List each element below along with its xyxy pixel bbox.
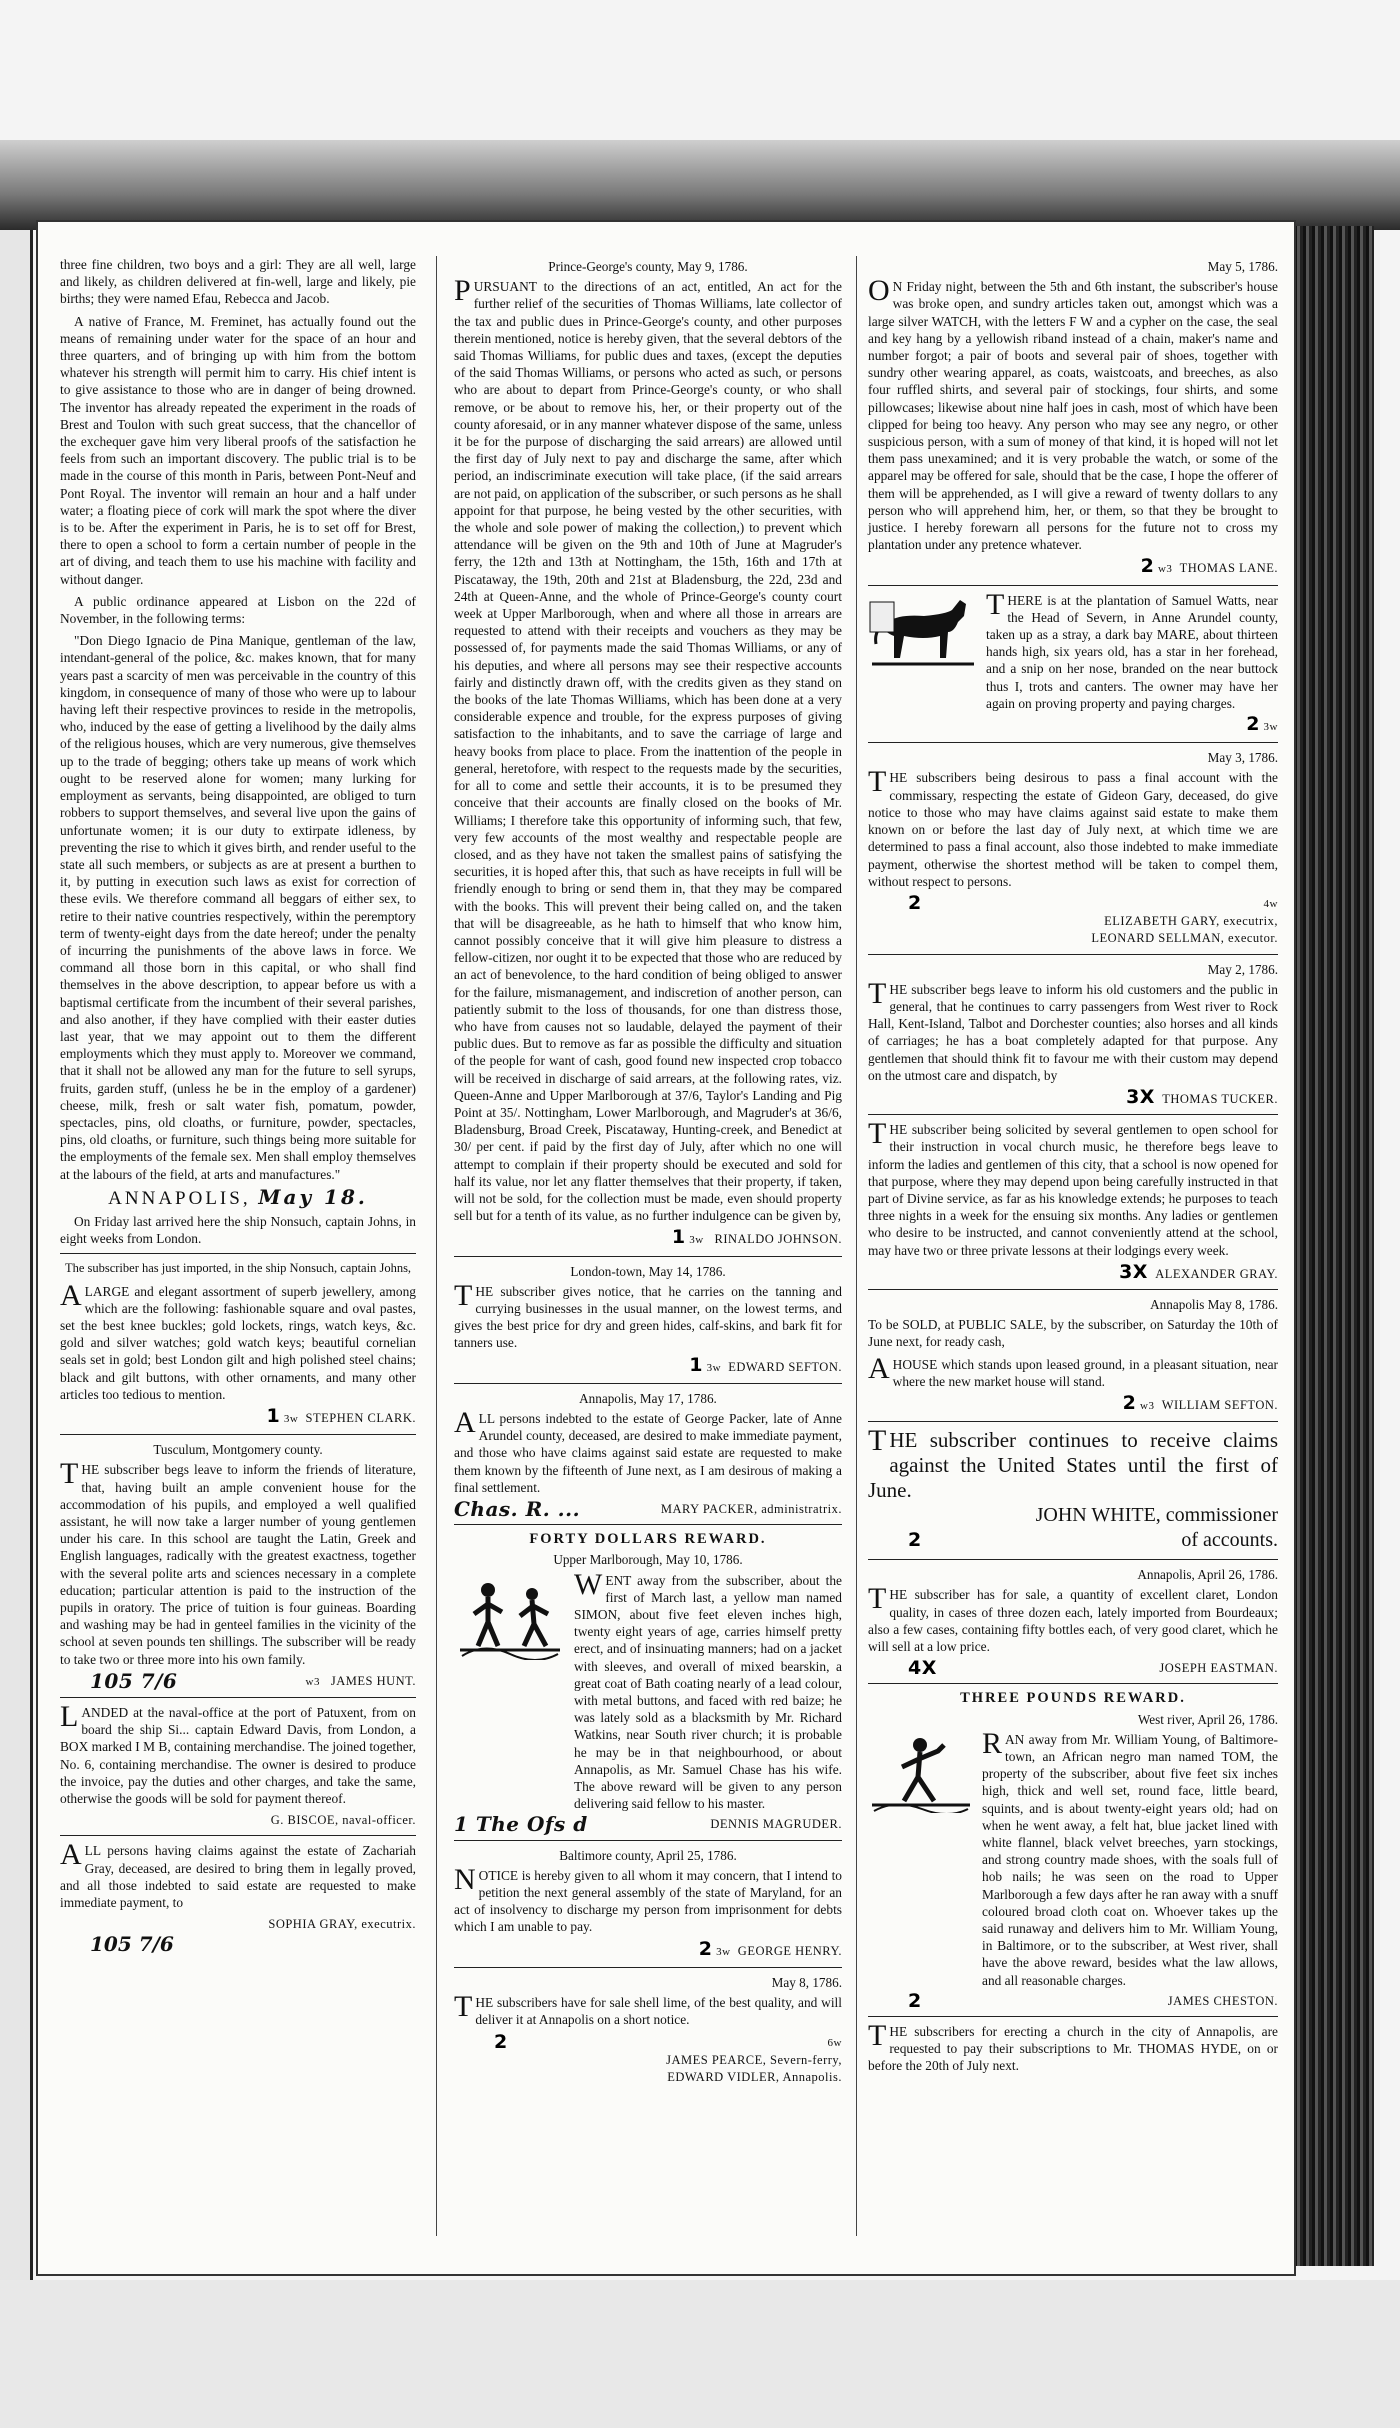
divider: [454, 1524, 842, 1525]
advert-text: THE subscribers being desirous to pass a final account with the commissary, respecting the estate of Gideon Gary, deceased, do give notice to those who may have claims against said estate to make them known on or before the last day of July next, at which time we are determined to pass a final account, also those indebted to make immediate payment, otherwise the shortest method will be taken to compel them, without respect to persons.: [868, 765, 1278, 889]
newspaper-page: [38, 222, 1294, 2274]
divider: [60, 1253, 416, 1254]
advert-lead: To be SOLD, at PUBLIC SALE, by the subscriber, on Saturday the 10th of June next, for ready cash,: [868, 1317, 1278, 1350]
dateline: Prince-George's county, May 9, 1786.: [548, 259, 748, 274]
divider: [868, 742, 1278, 743]
advert-text: THERE is at the plantation of Samuel Watts, near the Head of Severn, in Anne Arundel county, taken up as a stray, a dark bay MARE, about thirteen hands high, six years old, has a star in her forehead, and a snip on her nose, branded on the near buttock thus I, trots and canters. The owner may have her again on proving property and paying charges.: [986, 587, 1278, 711]
column-rule: [856, 256, 857, 2236]
advert-text: THE subscribers have for sale shell lime, of the best quality, and will deliver it at Annapolis on a short notice.: [454, 1990, 842, 2028]
column-rule: [436, 256, 437, 2236]
divider: [868, 1683, 1278, 1684]
divider: [454, 1383, 842, 1384]
advert-text: THE subscriber has for sale, a quantity of excellent claret, London quality, in cases of three dozen each, lately imported from Bourdeaux; also a few cases, containing fifty bottles each, of very good claret, which he will sell at a low price.: [868, 1582, 1278, 1654]
dateline: Annapolis, April 26, 1786.: [1137, 1567, 1278, 1583]
article-text: A native of France, M. Freminet, has actually found out the means of remaining under water for the space of an hour and three quarters, and of bringing up with him from the bottom whatever his strength will permit him to carry. His chief intent is to give assistance to those who are in danger of being drowned. The inventor has already repeated the experiment in the roads of Brest and Toulon with such great success, that the chancellor of the exchequer gave him very liberal proofs of the satisfaction he feels from such an important discovery. The public trial is to be made in the course of this month in Paris, between Pont-Neuf and Pont Royal. The inventor will remain an hour and a half under water; a floating piece of cork will mark the spot where the diver is to be. After the experiment in Paris, he is to set off for Brest, there to open a school to form a certain number of people in the art of diving, and teach them to use his machine with facility and without danger.: [60, 313, 416, 587]
advert-signature: 1 The Ofs d DENNIS MAGRUDER.: [454, 1812, 842, 1837]
advert-signature: 4X JOSEPH EASTMAN.: [908, 1657, 1278, 1680]
advert-signature: 1 3w EDWARD SEFTON.: [689, 1353, 842, 1376]
advert-text: ALL persons indebted to the estate of George Packer, late of Anne Arundel county, deceased, are desired to make immediate payment, and those who have claims against said estate are requested to make them known by the fifteenth of June next, as I am desirous of making a final settlement.: [454, 1406, 842, 1495]
divider: [60, 1434, 416, 1435]
divider: [454, 1256, 842, 1257]
dateline: West river, April 26, 1786.: [1137, 1711, 1278, 1727]
column-3: [868, 256, 1278, 2080]
article-text: A public ordinance appeared at Lisbon on the 22d of November, in the following terms:: [60, 593, 416, 627]
advert-signature: 1 3w RINALDO JOHNSON.: [671, 1226, 842, 1249]
advert-signature: 2 w3 WILLIAM SEFTON.: [1122, 1391, 1278, 1414]
runaway-figures-icon: [454, 1572, 566, 1660]
article-text: On Friday last arrived here the ship Nonsuch, captain Johns, in eight weeks from London.: [60, 1213, 416, 1247]
advert-text: RAN away from Mr. William Young, of Baltimore-town, an African negro man named TOM, the property of the subscriber, about five feet six inches high, thick and well set, round face, little beard, squints, and is about twenty-eight years old; had on when he went away, a felt hat, blue jacket lined with white flannel, black velvet breeches, yarn stockings, and strong country made shoes, with the soals full of hob nails; he was seen on the road to Upper Marlborough a few days after he ran away with a snuff coloured broad cloth coat on. Whoever takes up the said runaway and delivers him to Mr. William Young, in Baltimore, or to the subscriber, at West river, shall have the above reward, besides what the law allows, and all reasonable charges.: [982, 1726, 1278, 1988]
dateline: Annapolis May 8, 1786.: [1150, 1296, 1278, 1312]
advert-text: NOTICE is hereby given to all whom it may concern, that I intend to petition the next general assembly of the state of Maryland, for an act of insolvency to discharge my person from imprisonment for debts which I am unable to pay.: [454, 1862, 842, 1935]
book-spine: [1294, 226, 1374, 2266]
divider: [868, 1114, 1278, 1115]
dateline: Annapolis, May 17, 1786.: [579, 1390, 717, 1406]
annapolis-heading: ANNAPOLIS,: [108, 1187, 251, 1209]
runaway-cut: [868, 1726, 1278, 1989]
scan-bottom-margin: [0, 2280, 1400, 2428]
advert-text: THE subscriber begs leave to inform his old customers and the public in general, that he continues to carry passengers from West river to Rock Hall, Kent-Island, Talbot and Dorchester counties; also horses and all kinds of carriages; he has a boat completely adapted for that purpose. Any gentlemen that should think fit to favour me with their custom may depend on the utmost care and dispatch, by: [868, 976, 1278, 1083]
dateline: London-town, May 14, 1786.: [570, 1263, 726, 1279]
advert-signature: Chas. R. ... MARY PACKER, administratrix.: [454, 1497, 842, 1522]
advert-text: THE subscriber gives notice, that he carries on the tanning and currying businesses in the usual manner, on the lowest terms, and gives the best price for dry and green hides, calf-skins, and bark fit for tanners use.: [454, 1278, 842, 1351]
advert-text: LANDED at the naval-office at the port of Patuxent, from on board the ship Si... captain Edward Davis, from London, a BOX marked I M B, containing merchandise. The joined together, No. 6, containing merchandise. The owner is desired to produce the invoice, pay the duties and other charges, and take the same, otherwise the goods will be sold for payment thereof.: [60, 1700, 416, 1807]
advert-text: WENT away from the subscriber, about the first of March last, a yellow man named SIMON, about five feet eleven inches high, twenty eight years of age, carries himself pretty erect, and of insinuating manners; had on a jacket with sleeves, and overall of mixed bearskin, a great coat of Bath coating nearly of a lead colour, with metal buttons, and faced with red baize; he was lately sold as a blacksmith by Mr. Richard Watkins, near South river church; it is probable he may be in that neighbourhood, or about Annapolis, as Mr. Samuel Chase has his wife. The above reward will be given to any person delivering said fellow to his master.: [574, 1567, 842, 1812]
divider: [868, 954, 1278, 955]
advert-signature: 2 JAMES CHESTON.: [908, 1989, 1278, 2012]
advert-signature: 3X ALEXANDER GRAY.: [1119, 1260, 1278, 1283]
advert-text: ALL persons having claims against the estate of Zachariah Gray, deceased, are desired to bring them in legally proved, and all those indebted to said estate are requested to make immediate payment, to: [60, 1838, 416, 1911]
article-text: "Don Diego Ignacio de Pina Manique, gentleman of the law, intendant-general of the police, &c. makes known, that for many years past a scarcity of men was perceivable in the country of this kingdom, in consequence of many of those who were up to labour having left their respective provinces to reside in the metropolis, who, induced by the ease of getting a livelihood by the daily alms of the religious houses, which are very numerous, give themselves up to the trade of begging; others take up means of work which ought to be reserved alone for women; many lurking for employment as servants, being disappointed, are obliged to turn robbers to support themselves, and several live upon the gains of unfortunate women; it is our duty to extirpate idleness, by preventing the rise to which it gives birth, and render useful to the state all such members, or subjects as are at present a burthen to it, by putting in execution such laws as exist for correction of these evils. We therefore command all beggars of either sex, to retire to their native countries respectively, within the peremptory term of twenty-eight days from the date hereof; under the penalty of incurring the punishments of the above laws in force. We command all those born in this capital, or who shall find themselves in the above description, to appear before us with a baptismal certificate from the incumbent of their several parishes, and also another, if they have complied with their easter duties last year, that we may appoint out to them the different employments which they must apply to. Moreover we command, that it shall not be allowed any man for the future to sell syrups, fruits, garden stuff, (unless he be in the employ of a gardener) cheese, milk, fresh or salt water fish, pomatum, powder, spectacles, pins, old cloaths, or furniture, powder, spectacles, pins, old cloaths, or furniture, such things being more suitable for the employments of the female sex. Men shall employ themselves at the labours of the field, at arts and manufactures.": [60, 633, 416, 1182]
divider: [60, 1697, 416, 1698]
reward-heading: THREE POUNDS REWARD.: [960, 1690, 1186, 1707]
dateline: Tusculum, Montgomery county.: [153, 1442, 323, 1458]
advert-text: ON Friday night, between the 5th and 6th instant, the subscriber's house was broke open, and sundry articles taken out, amongst which was a large silver WATCH, with the letters F W and a cypher on the case, the seal and key hang by a yellowish riband instead of a chain, maker's name and number forgot; a pair of boots and several pair of shoes, together with sundry other wearing apparel, as coats, waistcoats, and breeches, as also four ruffled shirts, and several pair of stockings, four shirts, and some pillowcases; likewise about nine half joes in cash, most of which have been clipped for being too heavy. Any person who may see any negro, or other suspicious person, with a sum of money of that kind, it is hoped will not let them pass unexamined; and it is very probable the watch, or some of the apparel may be offered for sale, should that be the case, I hope the offerer of them will be apprehended, as I will give a reward of twenty dollars to any person who will apprehend him, her, or them, so that they be brought to justice. I hereby forewarn all persons for the future not to cross my plantation under any pretence whatever.: [868, 274, 1278, 553]
advert-signature: 2 of accounts.: [908, 1529, 1278, 1552]
reward-heading: FORTY DOLLARS REWARD.: [529, 1531, 767, 1548]
dateline: May 8, 1786.: [771, 1974, 842, 1990]
advert-signature: 105 7/6 w3 JAMES HUNT.: [90, 1668, 416, 1693]
advert-signature: 2 6w JAMES PEARCE, Severn-ferry, EDWARD VIDLER, Annapolis.: [494, 2030, 842, 2084]
advert-signature: 2 3w: [1246, 713, 1278, 736]
stray-mare-cut: [868, 587, 1278, 712]
advert-text: AHOUSE which stands upon leased ground, in a pleasant situation, near where the new market house will stand.: [868, 1351, 1278, 1389]
commissioner-notice: [868, 1424, 1278, 1553]
advert-text: THE subscriber being solicited by several gentlemen to open school for their instruction in vocal church music, he therefore begs leave to inform the ladies and gentlemen of this city, that a school is now opened for that purpose, where they may depend upon being carefully instructed in that part of Divine service, as far as his knowledge extends; he purposes to teach three nights in a week for the ensuing six months. Any ladies or gentlemen who desire to be instructed, and cannot conveniently attend at the school, may have two or three private lessons at their lodgings every week.: [868, 1117, 1278, 1258]
dateline: May 2, 1786.: [1207, 961, 1278, 977]
dateline: Baltimore county, April 25, 1786.: [559, 1847, 737, 1863]
column-1: [60, 256, 416, 1957]
dateline: Upper Marlborough, May 10, 1786.: [553, 1552, 743, 1568]
advert-text: THE subscriber begs leave to inform the friends of literature, that, having built an ample convenient house for the accommodation of his pupils, and employed a well qualified assistant, he will now take a larger number of young gentlemen under his care. In this school are taught the Latin, Greek and English languages, radically with the greatest exactness, together with the several polite arts and sciences necessary in a complete education; particular attention is paid to the instruction of the pupils in oratory. The price of tuition is four guineas. Boarding and washing may be had in genteel families in the vicinity of the school at seven pounds ten shillings. The subscriber will be ready to take two or three more into his own family.: [60, 1457, 416, 1667]
runaway-figure-icon: [868, 1731, 974, 1813]
divider: [868, 585, 1278, 586]
horse-icon: [868, 592, 978, 670]
divider: [868, 1289, 1278, 1290]
dateline: May 5, 1786.: [1207, 259, 1278, 274]
advert-signature: 1 3w STEPHEN CLARK.: [266, 1405, 416, 1427]
column-2: [454, 256, 842, 2089]
advert-signature: 2 w3 THOMAS LANE.: [1140, 555, 1278, 578]
section-heading: [60, 1184, 416, 1209]
divider: [60, 1835, 416, 1836]
advert-signature: SOPHIA GRAY, executrix.: [268, 1917, 416, 1932]
divider: [868, 2016, 1278, 2017]
advert-signature: G. BISCOE, naval-officer.: [270, 1813, 416, 1828]
divider: [454, 1967, 842, 1968]
advert-text: THE subscriber continues to receive claims against the United States until the first of June.: [868, 1424, 1278, 1503]
previous-page-edge: [0, 230, 33, 2280]
ad-lead: The subscriber has just imported, in the ship Nonsuch, captain Johns,: [64, 1261, 412, 1276]
advert-signature: 2 4w ELIZABETH GARY, executrix, LEONARD SELLMAN, executor.: [908, 891, 1278, 946]
dateline: May 3, 1786.: [1207, 750, 1278, 766]
advert-text: THE subscribers for erecting a church in the city of Annapolis, are requested to pay their subscriptions to Mr. THOMAS HYDE, on or before the 20th of July next.: [868, 2019, 1278, 2074]
handwritten-note: 105 7/6: [90, 1932, 174, 1957]
article-text: three fine children, two boys and a girl: They are all well, large and likely, as children delivered at fin-well, large and likely, pie births; they were named Efau, Rebecca and Jacob.: [60, 257, 416, 307]
advert-signature: JOHN WHITE, commissioner: [1035, 1504, 1278, 1527]
advert-text: ALARGE and elegant assortment of superb jewellery, among which are the following: fashionable square and oval pastes, set the best knee buckles; gold lockets, rings, watch keys, &c. gold and silver watches; gold watch keys; beautiful cornelian seals set in gold; best London gilt and high polished steel chains; black and gilt buttons, with other ornaments, and many other articles too tedious to mention.: [60, 1278, 416, 1402]
divider: [868, 1421, 1278, 1422]
runaway-cut: [454, 1567, 842, 1813]
advert-signature: 3X THOMAS TUCKER.: [1126, 1085, 1278, 1108]
advert-signature: 2 3w GEORGE HENRY.: [698, 1937, 842, 1960]
divider: [454, 1840, 842, 1841]
annapolis-date: May 18.: [258, 1184, 368, 1209]
advert-text: PURSUANT to the directions of an act, entitled, An act for the further relief of the securities of Thomas Williams, late collector of the tax and public dues in Prince-George's county, and other purposes therein mentioned, notice is hereby given, that the several debtors of the said Thomas Williams, for public dues and taxes, (except the deputies of the said Thomas Williams, or persons who acted as such, or persons who are about to depart from Prince-George's county, or who shall remove, or be about to remove his, her, or their property out of the county aforesaid, or in any manner whatever dispose of the same, unless it be for the purpose of discharging the said arrears) are allowed until the first day of July next to pay and discharge the same, after which period, an indiscriminate execution will take place, (if the said arrears are not paid, on application of the subscriber, or such persons as he shall appoint for that purpose, he being vested by the other securities, with the whole and sole power of making the collection,) to prevent which attendance will be given on the 9th and 10th of June at Magruder's ferry, the 12th and 13th at Nottingham, the 15th, 16th and 17th at Piscataway, the 19th, 20th and 21st at Bladensburg, the 22d, 23d and 24th at Queen-Anne, and the whole of Prince-George's county court week at Upper Marlborough, when and where all those in arrears are requested to attend with their receipts and vouchers as they may be possessed of, for payments made the said Thomas Williams, or any of his deputies, and where all persons may see their respective accounts fairly and distinctly drawn off, with the credits given as they stand on the books of the late Thomas Williams, which has been done at a very considerable expence and trouble, for the express purposes of giving satisfaction to the inhabitants, and to save the carriage of large and heavy books from place to place. From the inattention of the people in general, heretofore, with respect to the requests made by the securities, for all to come and settle their accounts, it is to be presumed they conceive that their accounts are finally closed on the books of Mr. Williams; I therefore take this opportunity of informing such, that few, very few accounts of the most wealthy and respectable people are closed, and as they have not taken the smallest pains of satisfying the securities, it is hoped after this, that such as have receipts in full will be friendly enough to bring or send them in, that they may be compared with the books. This will prevent their being called on, and the taken that will be disagreeable, as he hath to himself that who know him, cannot possibly conceive that it will give him pleasure to distress a fellow-citizen, nor ought it to be expected that those who are reduced by an act of benevolence, to the hard condition of being obliged to answer for the failure, mismanagement, and indiscretion of another person, can patiently submit to the loss of thousands, for one than distress those, who have from causes not so laudable, delayed the payment of their public dues. But to remove as far as possible the difficulty and situation of the people for want of cash, good found new inspected crop tobacco will be received in discharge of said arrears, at the following rates, viz. Queen-Anne and Upper Marlborough at 37/6, Taylor's Landing and Pig Point at 35/. Nottingham, Lower Marlborough, and Magruder's at 36/6, Bladensburg, Broad Creek, Piscataway, Hunting-creek, and Benedict at 30/ per cent. if paid by the first day of July, after which no one will attempt to complain if their property should be executed and sold for half its value, nor let any flatter themselves that their property, if taken, will not be sold, for the collection must be made, even should property sell but for a tenth of its value, as no further indulgence can be given by,: [454, 274, 842, 1224]
scan-top-shadow: [0, 140, 1400, 230]
divider: [868, 1559, 1278, 1560]
